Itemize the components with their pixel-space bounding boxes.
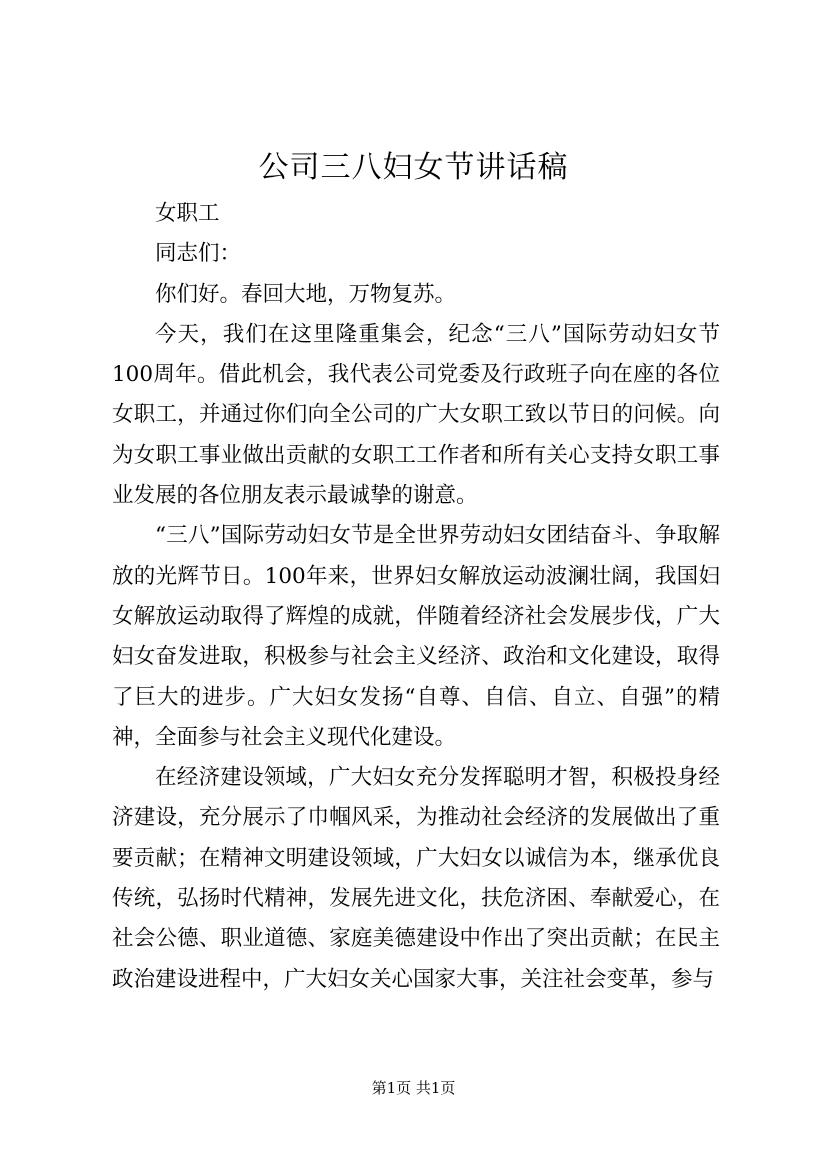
greeting-line: 同志们： bbox=[155, 241, 242, 267]
body-paragraph: “三八”国际劳动妇女节是全世界劳动妇女团结奋斗、争取解放的光辉节日。100年来，世界妇女解放运动波澜壮阔，我国妇女解放运动取得了辉煌的成就，伴随着经济社会发展步伐，广大妇女奋发进取，积极参与社会主义经济、政治和文化建设，取得了巨大的进步。广大妇女发扬“自尊、自信、自立、自强”的精神，全面参与社会主义现代化建设。 bbox=[112, 523, 720, 750]
body-paragraph: 在经济建设领域，广大妇女充分发挥聪明才智，积极投身经济建设，充分展示了巾帼风采，为推动社会经济的发展做出了重要贡献；在精神文明建设领域，广大妇女以诚信为本，继承优良传统，弘扬时代精神，发展先进文化，扶危济困、奉献爱心，在社会公德、职业道德、家庭美德建设中作出了突出贡献；在民主政治建设进程中，广大妇女关心国家大事，关注社会变革，参与 bbox=[112, 765, 720, 992]
opening-line: 你们好。春回大地，万物复苏。 bbox=[155, 281, 457, 307]
salutation-line: 女职工 bbox=[155, 201, 220, 226]
document-body bbox=[112, 194, 720, 1000]
page-number-footer: 第1页 共1页 bbox=[371, 1079, 456, 1097]
body-paragraph: 今天，我们在这里隆重集会，纪念“三八”国际劳动妇女节100周年。借此机会，我代表公司党委及行政班子向在座的各位女职工，并通过你们向全公司的广大女职工致以节日的问候。向为女职工事业做出贡献的女职工工作者和所有关心支持女职工事业发展的各位朋友表示最诚挚的谢意。 bbox=[112, 321, 720, 509]
document-title: 公司三八妇女节讲话稿 bbox=[258, 150, 569, 185]
